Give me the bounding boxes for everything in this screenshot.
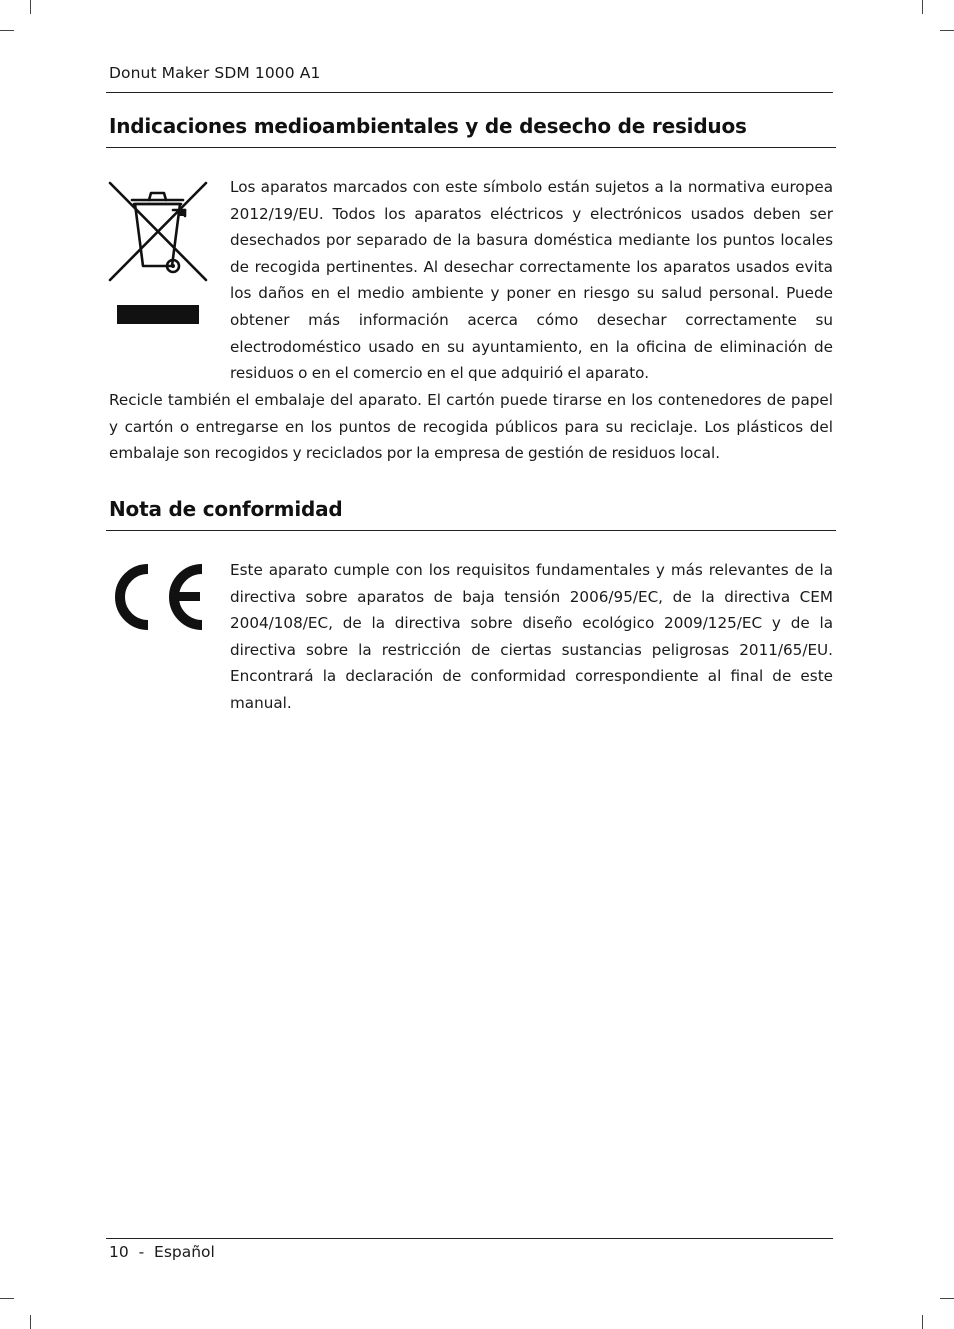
section-rule bbox=[106, 530, 836, 531]
crop-mark bbox=[922, 1315, 923, 1329]
crop-mark bbox=[922, 0, 923, 14]
section-heading-environment: Indicaciones medioambientales y de desecho de residuos bbox=[109, 114, 747, 138]
running-header: Donut Maker SDM 1000 A1 bbox=[109, 64, 321, 82]
conformity-paragraph: Este aparato cumple con los requisitos fundamentales y más relevantes de la directiva sobre aparatos de baja tensión 2006/95/EC, de la directiva CEM 2004/108/EC, de la directiva sobre diseño ecológico 2009/125/EC y de la directiva sobre la restricción de ciertas sustancias peligrosas 2011/65/EU. Encontrará la declaración de conformidad correspondiente al final de este manual. bbox=[230, 561, 833, 712]
page-number: 10 - Español bbox=[109, 1243, 215, 1261]
crop-mark bbox=[0, 1298, 14, 1299]
crop-mark bbox=[30, 0, 31, 14]
header-rule bbox=[106, 92, 833, 93]
crop-mark bbox=[940, 30, 954, 31]
crop-mark bbox=[940, 1298, 954, 1299]
section-heading-conformity: Nota de conformidad bbox=[109, 497, 343, 521]
crop-mark bbox=[30, 1315, 31, 1329]
section-rule bbox=[106, 147, 836, 148]
crop-mark bbox=[0, 30, 14, 31]
weee-crossed-bin-icon bbox=[107, 180, 209, 326]
environment-paragraph: Los aparatos marcados con este símbolo están sujetos a la normativa europea 2012/19/EU. Todos los aparatos eléctricos y electrónicos usados deben ser desechados por separado de la basura doméstica mediante los puntos locales de recogida pertinentes. Al desechar correctamente los aparatos usados evita los daños en el medio ambiente y poner en riesgo su salud personal. Puede obtener más información acerca cómo desechar correctamente su electrodoméstico usado en su ayuntamiento, en la oficina de eliminación de residuos o en el comercio en el que adquirió el aparato. bbox=[230, 178, 833, 383]
packaging-paragraph: Recicle también el embalaje del aparato. El cartón puede tirarse en los contenedores de papel y cartón o entregarse en los puntos de recogida públicos para su reciclaje. Los plásticos del embalaje son recogidos y reciclados por la empresa de gestión de residuos local. bbox=[109, 391, 833, 463]
footer-rule bbox=[106, 1238, 833, 1239]
ce-mark-icon bbox=[108, 561, 210, 633]
